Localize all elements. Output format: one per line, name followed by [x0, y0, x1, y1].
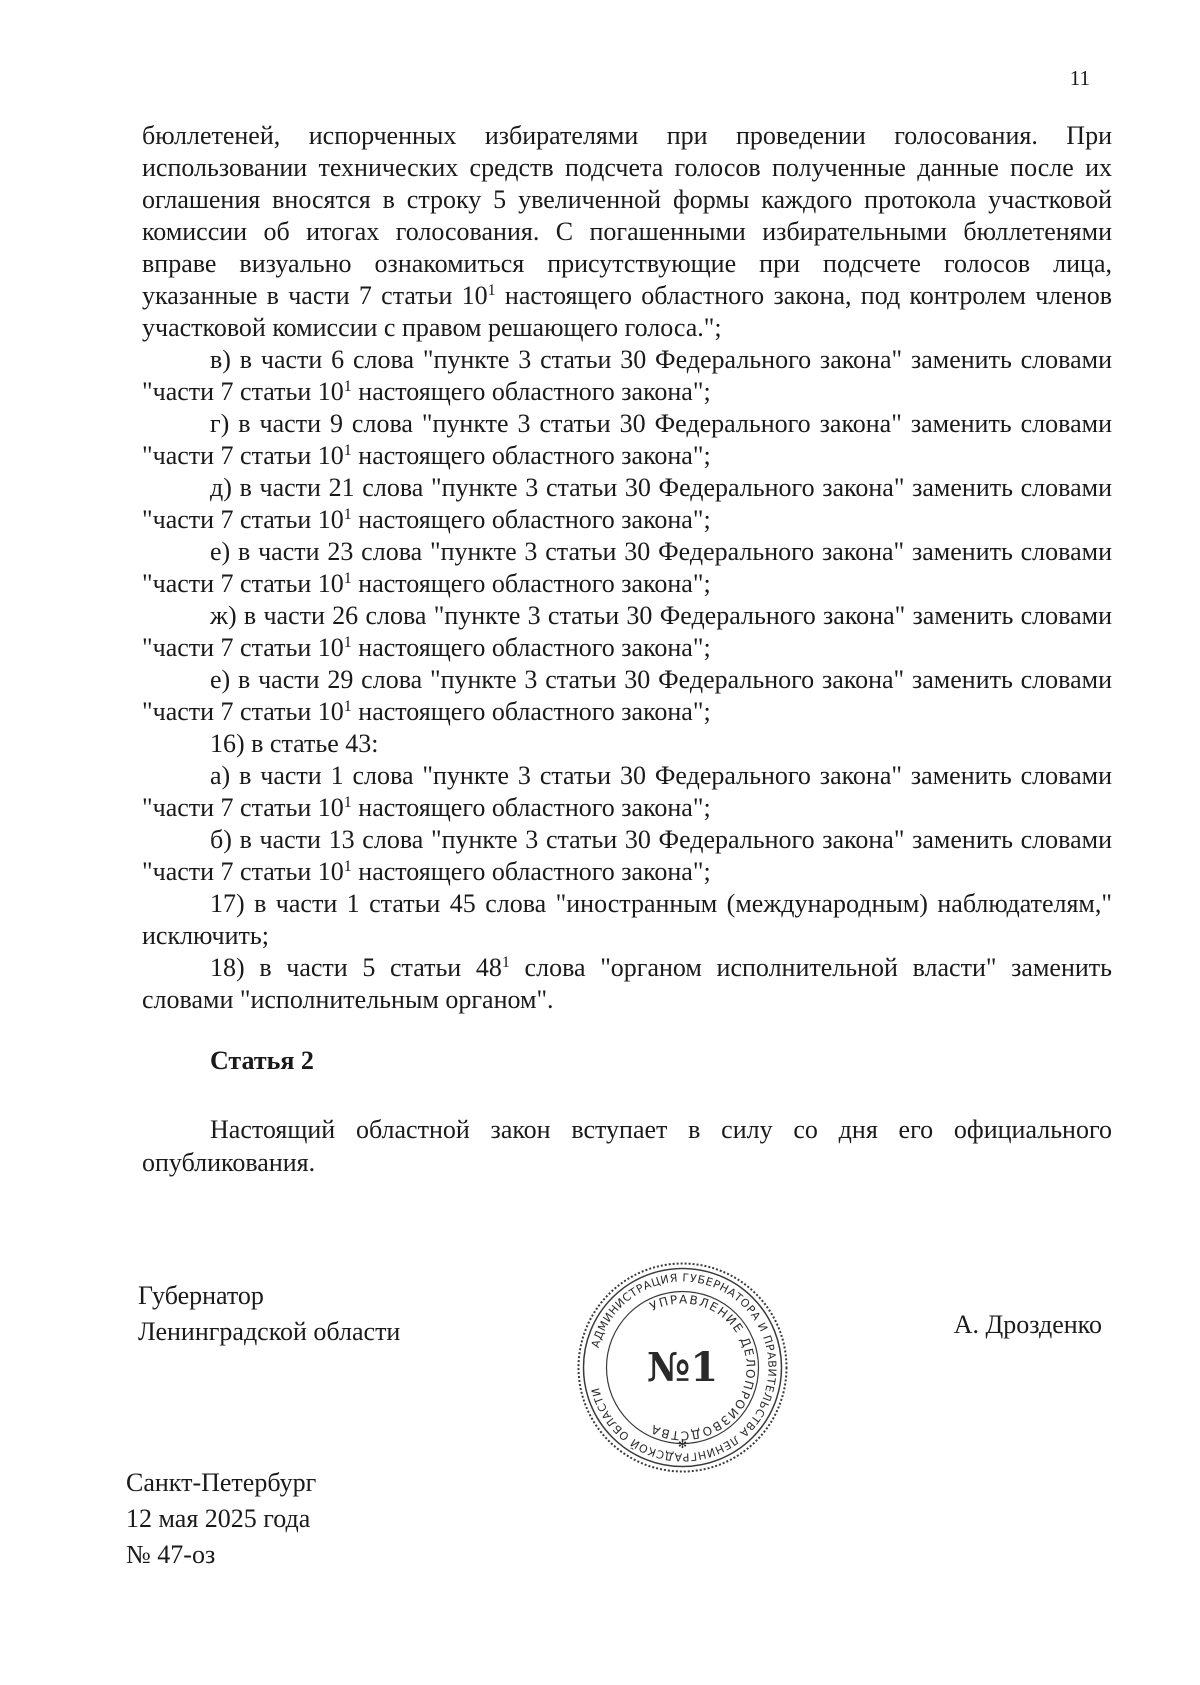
- paragraph: 18) в части 5 статьи $48^1$ слова "органом исполнительной власти" заменить словами "исполнительным органом".: [142, 953, 1112, 1014]
- paragraph: д) в части 21 слова "пункте 3 статьи 30 Федерального закона" заменить словами "части 7 статьи $10^1$ настоящего областного закона";: [142, 473, 1112, 534]
- superscript: 1: [343, 858, 352, 875]
- seal-number: №1: [646, 1344, 719, 1391]
- city: Санкт-Петербург: [126, 1468, 317, 1497]
- paragraph: е) в части 29 слова "пункте 3 статьи 30 Федерального закона" заменить словами "части 7 статьи $10^1$ настоящего областного закона";: [142, 665, 1112, 726]
- signatory-title: [138, 1278, 400, 1350]
- article-text: Настоящий областной закон вступает в силу со дня его официального опубликования.: [142, 1115, 1112, 1177]
- paragraph: б) в части 13 слова "пункте 3 статьи 30 Федерального закона" заменить словами "части 7 статьи $10^1$ настоящего областного закона";: [142, 825, 1112, 886]
- seal-star-icon: ✻: [677, 1439, 688, 1451]
- superscript: 1: [343, 506, 352, 523]
- official-seal: [575, 1260, 790, 1475]
- article-heading: Статья 2: [210, 1046, 314, 1075]
- paragraph: г) в части 9 слова "пункте 3 статьи 30 Федерального закона" заменить словами "части 7 статьи $10^1$ настоящего областного закона";: [142, 409, 1112, 470]
- superscript: 1: [343, 794, 352, 811]
- superscript: 1: [501, 954, 510, 971]
- paragraph: 16) в статье 43:: [210, 729, 379, 758]
- article-body: [142, 1113, 1112, 1179]
- paragraph: в) в части 6 слова "пункте 3 статьи 30 Федерального закона" заменить словами "части 7 статьи $10^1$ настоящего областного закона";: [142, 345, 1112, 406]
- date: 12 мая 2025 года: [126, 1504, 311, 1533]
- seal-outer-text: АДМИНИСТРАЦИЯ ГУБЕРНАТОРА И ПРАВИТЕЛЬСТВА ЛЕНИНГРАДСКОЙ ОБЛАСТИ: [588, 1271, 779, 1464]
- paragraph: ж) в части 26 слова "пункте 3 статьи 30 Федерального закона" заменить словами "части 7 статьи $10^1$ настоящего областного закона";: [142, 601, 1112, 662]
- superscript: 1: [343, 442, 352, 459]
- signatory-title-line: Губернатор: [138, 1281, 264, 1310]
- law-number: № 47-оз: [126, 1540, 216, 1569]
- paragraph: а) в части 1 слова "пункте 3 статьи 30 Федерального закона" заменить словами "части 7 статьи $10^1$ настоящего областного закона";: [142, 761, 1112, 822]
- superscript: 1: [343, 378, 352, 395]
- signatory-title-line: Ленинградской области: [138, 1317, 401, 1346]
- superscript: 1: [343, 634, 352, 651]
- place-date-block: [126, 1465, 316, 1573]
- signatory-name: А. Дрозденко: [953, 1310, 1102, 1339]
- paragraph: бюллетеней, испорченных избирателями при проведении голосования. При использовании технических средств подсчета голосов полученные данные после их оглашения вносятся в строку 5 увеличенной формы каждого протокола участковой комиссии об итогах голосования. С погашенными избирательными бюллетенями вправе визуально ознакомиться присутствующие при подсчете голосов лица, указанные в части 7 статьи $10^1$ настоящего областного закона, под контролем членов участковой комиссии с правом решающего голоса.";: [142, 121, 1113, 342]
- paragraph: 17) в части 1 статьи 45 слова "иностранным (международным) наблюдателям," исключить;: [142, 889, 1112, 950]
- page-number: 11: [1069, 66, 1090, 90]
- seal-inner-text: УПРАВЛЕНИЕ ДЕЛОПРОИЗВОДСТВА: [647, 1292, 758, 1443]
- superscript: 1: [487, 282, 496, 299]
- superscript: 1: [343, 698, 352, 715]
- paragraph: е) в части 23 слова "пункте 3 статьи 30 Федерального закона" заменить словами "части 7 статьи $10^1$ настоящего областного закона";: [142, 537, 1112, 598]
- document-body: [142, 120, 1112, 1016]
- superscript: 1: [343, 570, 352, 587]
